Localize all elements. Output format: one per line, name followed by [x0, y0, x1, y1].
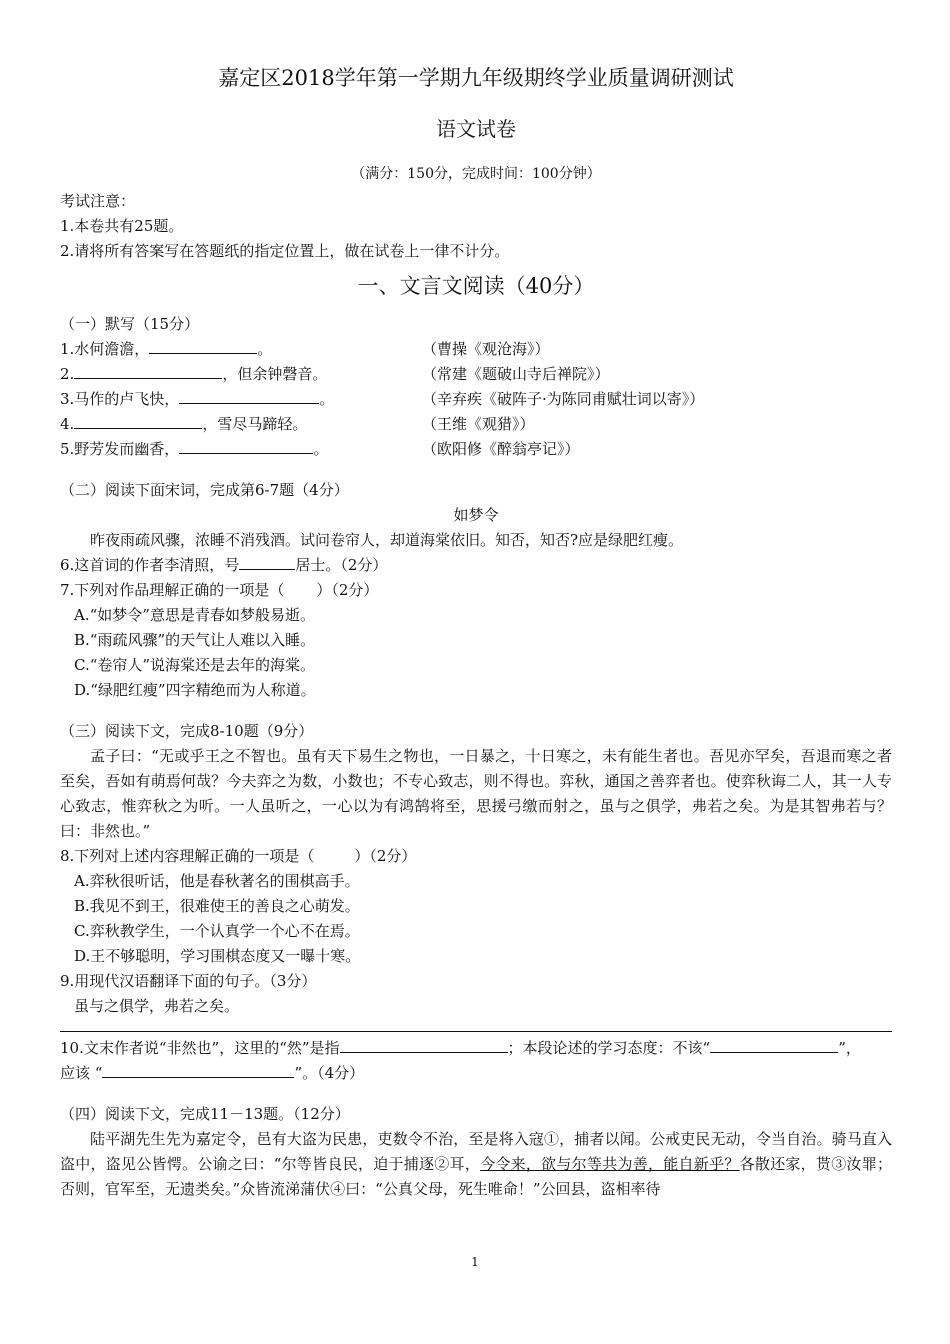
answer-blank[interactable] [179, 387, 319, 404]
q8-option: A.弈秋很听话，他是春秋著名的围棋高手。 [74, 872, 360, 890]
question-1: 1.水何澹澹， 。 （曹操《观沧海》） [60, 337, 892, 362]
question-7: 7.下列对作品理解正确的一项是（ ）（2分） [60, 581, 379, 599]
q7-option: B.“雨疏风骤”的天气让人难以入睡。 [74, 631, 316, 649]
answer-line[interactable] [60, 1031, 892, 1032]
question-6: 6.这首词的作者李清照，号 居士。（2分） [60, 553, 892, 578]
source: （王维《观猎》） [422, 415, 535, 433]
answer-blank[interactable] [149, 337, 257, 354]
answer-blank[interactable] [239, 553, 295, 570]
exam-subtitle: 语文试卷 [436, 117, 516, 141]
question-10-cont: 应该 “ ”。（4分） [60, 1061, 892, 1086]
answer-blank[interactable] [102, 1061, 294, 1078]
answer-blank[interactable] [710, 1036, 838, 1053]
section-title: 一、文言文阅读（40分） [357, 274, 595, 298]
question-10: 10.文末作者说“非然也”，这里的“然”是指 ；本段论述的学习态度：不该“ ”， [60, 1036, 892, 1061]
poem-title: 如梦令 [453, 506, 499, 524]
q8-option: B.我见不到王，很难使王的善良之心萌发。 [74, 897, 360, 915]
q9-sentence: 虽与之俱学，弗若之矣。 [74, 997, 240, 1015]
q7-option: C.“卷帘人”说海棠还是去年的海棠。 [74, 656, 316, 674]
answer-blank[interactable] [179, 437, 313, 454]
q8-option: D.王不够聪明，学习围棋态度又一曝十寒。 [74, 947, 361, 965]
exam-page [60, 62, 892, 1202]
source: （欧阳修《醉翁亭记》） [422, 440, 580, 458]
source: （辛弃疾《破阵子·为陈同甫赋壮词以寄》） [422, 390, 705, 408]
question-2: 2. ，但余钟磬音。 （常建《题破山寺后禅院》） [60, 362, 892, 387]
part1-heading: （一）默写（15分） [60, 315, 200, 333]
notice-block [60, 189, 892, 264]
q8-option: C.弈秋教学生，一个认真学一个心不在焉。 [74, 922, 360, 940]
part3-heading: （三）阅读下文，完成8-10题（9分） [60, 722, 314, 740]
poem-text: 昨夜雨疏风骤，浓睡不消残酒。试问卷帘人，却道海棠依旧。知否，知否?应是绿肥红瘦。 [90, 531, 684, 549]
answer-blank[interactable] [74, 412, 202, 429]
answer-blank[interactable] [340, 1036, 508, 1053]
answer-blank[interactable] [74, 362, 222, 379]
notice-item: 1.本卷共有25题。 [60, 217, 184, 235]
exam-title: 嘉定区2018学年第一学期九年级期终学业质量调研测试 [218, 66, 734, 90]
notice-heading: 考试注意： [60, 192, 136, 210]
page-number: 1 [471, 1255, 479, 1269]
question-3: 3.马作的卢飞快， 。 （辛弃疾《破阵子·为陈同甫赋壮词以寄》） [60, 387, 892, 412]
underlined-sentence: 今令来，欲与尔等共为善，能自新乎？ [480, 1155, 740, 1173]
score-info: （满分：150分，完成时间：100分钟） [351, 166, 601, 182]
passage-lu-pinghu: 陆平湖先生先为嘉定令，邑有大盗为民患，吏数令不治，至是将入寇①，捕者以闻。公戒吏民无动，令当自治。骑马直入盗中，盗见公皆愕。公谕之曰：“尔等皆良民，迫于捕逐②耳，今令来，欲与尔等共为善，能自新乎？各散还家，贳③汝罪；否则，官军至，无遗类矣。”众皆流涕蒲伏④曰：“公真父母，死生唯命！”公回县，盗相率待 [60, 1130, 892, 1198]
question-4: 4. ，雪尽马蹄轻。 （王维《观猎》） [60, 412, 892, 437]
question-9: 9.用现代汉语翻译下面的句子。（3分） [60, 972, 317, 990]
notice-item: 2.请将所有答案写在答题纸的指定位置上，做在试卷上一律不计分。 [60, 242, 510, 260]
source: （曹操《观沧海》） [422, 340, 550, 358]
passage-mencius: 孟子曰：“无或乎王之不智也。虽有天下易生之物也，一日暴之，十日寒之，未有能生者也。吾见亦罕矣，吾退而寒之者至矣，吾如有萌焉何哉？今夫弈之为数，小数也；不专心致志，则不得也。弈秋，通国之善弈者也。使弈秋诲二人，其一人专心致志，惟弈秋之为听。一人虽听之，一心以为有鸿鹄将至，思援弓缴而射之，虽与之俱学，弗若之矣。为是其智弗若与？曰：非然也。” [60, 747, 892, 840]
question-5: 5.野芳发而幽香， 。 （欧阳修《醉翁亭记》） [60, 437, 892, 462]
part4-heading: （四）阅读下文，完成11－13题。（12分） [60, 1105, 350, 1123]
question-8: 8.下列对上述内容理解正确的一项是（ ）（2分） [60, 847, 417, 865]
source: （常建《题破山寺后禅院》） [422, 365, 610, 383]
part2-heading: （二）阅读下面宋词，完成第6-7题（4分） [60, 481, 349, 499]
q7-option: A.“如梦令”意思是青春如梦般易逝。 [74, 606, 315, 624]
q7-option: D.“绿肥红瘦”四字精绝而为人称道。 [74, 681, 316, 699]
